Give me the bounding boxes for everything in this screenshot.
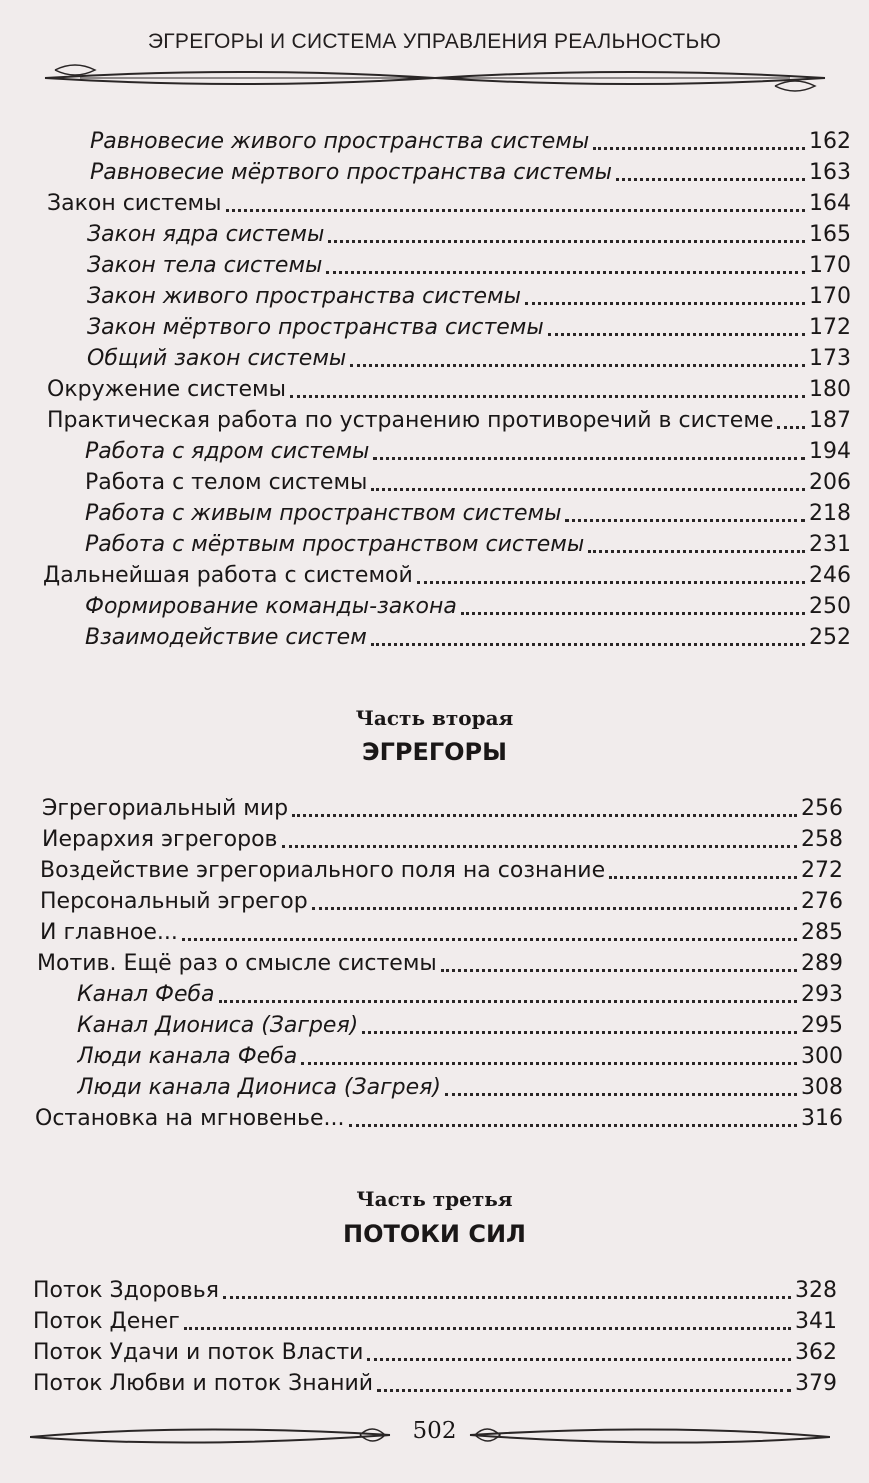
toc-entry-title: Практическая работа по устранению противоречий в системе [47,408,774,433]
toc-entry [90,159,851,187]
toc-entry [40,857,843,885]
toc-entry-title: Остановка на мгновенье... [35,1106,345,1131]
toc-entry-title: Поток Любви и поток Знаний [33,1371,374,1396]
toc-entry-title: Воздействие эгрегориального поля на сознание [40,858,606,883]
toc-entry-page: 328 [795,1278,837,1303]
toc-entry [85,624,851,652]
toc-entry-page: 231 [809,532,851,557]
toc-entry-title: Равновесие мёртвого пространства системы [90,160,613,185]
dot-leader [525,298,805,305]
dot-leader [226,205,805,212]
toc-entry-title: Общий закон системы [87,346,347,371]
toc-entry [47,407,851,435]
toc-entry [85,500,851,528]
toc-entry-page: 206 [809,470,851,495]
toc-entry-page: 316 [801,1106,843,1131]
toc-entry-page: 308 [801,1075,843,1100]
header-ornament [40,58,830,98]
toc-entry [77,1074,843,1102]
dot-leader [417,577,805,584]
toc-entry-page: 256 [801,796,843,821]
dot-leader [182,934,797,941]
dot-leader [373,453,805,460]
dot-leader [371,484,805,491]
dot-leader [223,1292,791,1299]
toc-entry-page: 165 [809,222,851,247]
toc-entry-page: 250 [809,594,851,619]
dot-leader [349,1120,797,1127]
toc-entry [47,190,851,218]
part-three-label: Часть третья [356,1187,513,1211]
toc-entry [87,345,851,373]
toc-entry [42,795,843,823]
toc-entry [77,1043,843,1071]
toc-entry [40,919,843,947]
dot-leader [312,903,797,910]
toc-entry-title: Мотив. Ещё раз о смысле системы [37,951,437,976]
toc-entry-title: Равновесие живого пространства системы [90,129,590,154]
toc-entry-page: 300 [801,1044,843,1069]
toc-entry-page: 341 [795,1309,837,1334]
toc-entry [87,221,851,249]
dot-leader [282,841,798,848]
toc-entry-title: Формирование команды-закона [85,594,457,619]
toc-entry-page: 162 [809,129,851,154]
toc-entry-title: Персональный эгрегор [40,889,308,914]
toc-entry-page: 173 [809,346,851,371]
toc-entry [85,593,851,621]
toc-entry-title: Работа с телом системы [85,470,368,495]
toc-entry-title: Работа с мёртвым пространством системы [85,532,585,557]
dot-leader [548,329,805,336]
dot-leader [367,1354,791,1361]
toc-entry-title: Канал Диониса (Загрея) [77,1013,359,1038]
toc-entry-page: 170 [809,284,851,309]
dot-leader [377,1385,791,1392]
toc-entry [33,1370,837,1398]
toc-entry-title: Закон живого пространства системы [87,284,521,309]
running-title: ЭГРЕГОРЫ И СИСТЕМА УПРАВЛЕНИЯ РЕАЛЬНОСТЬЮ [147,30,722,53]
toc-entry-page: 293 [801,982,843,1007]
toc-entry [47,376,851,404]
dot-leader [371,639,805,646]
dot-leader [461,608,805,615]
toc-entry-page: 187 [809,408,851,433]
dot-leader [441,965,797,972]
dot-leader [301,1058,797,1065]
toc-entry-page: 164 [809,191,851,216]
toc-entry [33,1277,837,1305]
toc-entry-title: Эгрегориальный мир [42,796,289,821]
toc-entry-page: 246 [809,563,851,588]
toc-entry [42,826,843,854]
page-number: 502 [412,1418,457,1444]
toc-entry [85,438,851,466]
part-two-title: ЭГРЕГОРЫ [361,738,508,766]
dot-leader [328,236,805,243]
toc-entry-title: Работа с ядром системы [85,439,370,464]
toc-entry-title: Поток Денег [33,1309,180,1334]
toc-entry-page: 289 [801,951,843,976]
dot-leader [777,422,805,429]
dot-leader [184,1323,791,1330]
toc-entry-title: Закон тела системы [87,253,323,278]
dot-leader [219,996,797,1003]
toc-entry [85,469,851,497]
dot-leader [609,872,797,879]
toc-entry-title: Окружение системы [47,377,286,402]
toc-entry-page: 172 [809,315,851,340]
toc-entry [87,252,851,280]
toc-entry-title: Закон ядра системы [87,222,325,247]
toc-entry [40,888,843,916]
toc-entry-title: И главное... [40,920,178,945]
toc-entry-title: Дальнейшая работа с системой [43,563,413,588]
toc-entry-title: Взаимодействие систем [85,625,367,650]
toc-entry-title: Работа с живым пространством системы [85,501,562,526]
toc-entry-page: 276 [801,889,843,914]
toc-entry-page: 258 [801,827,843,852]
dot-leader [593,143,805,150]
toc-entry-page: 252 [809,625,851,650]
toc-entry-page: 295 [801,1013,843,1038]
toc-entry-title: Закон системы [47,191,222,216]
toc-entry-page: 362 [795,1340,837,1365]
toc-entry-page: 163 [809,160,851,185]
dot-leader [565,515,805,522]
toc-entry [87,314,851,342]
dot-leader [292,810,797,817]
toc-entry [35,1105,843,1133]
toc-entry [33,1339,837,1367]
part-two-label: Часть вторая [355,706,514,730]
toc-entry [33,1308,837,1336]
toc-entry-title: Поток Удачи и поток Власти [33,1340,364,1365]
toc-entry-page: 285 [801,920,843,945]
toc-entry-title: Иерархия эгрегоров [42,827,278,852]
dot-leader [445,1089,797,1096]
toc-entry-page: 379 [795,1371,837,1396]
dot-leader [362,1027,797,1034]
dot-leader [588,546,805,553]
toc-entry-title: Канал Феба [77,982,215,1007]
toc-entry [43,562,851,590]
toc-entry-page: 180 [809,377,851,402]
dot-leader [290,391,805,398]
toc-entry [77,1012,843,1040]
toc-entry-title: Закон мёртвого пространства системы [87,315,544,340]
dot-leader [326,267,805,274]
toc-entry-title: Поток Здоровья [33,1278,219,1303]
dot-leader [350,360,805,367]
toc-entry [87,283,851,311]
toc-entry [90,128,851,156]
toc-entry-title: Люди канала Феба [77,1044,298,1069]
toc-entry-page: 272 [801,858,843,883]
dot-leader [616,174,805,181]
part-three-title: ПОТОКИ СИЛ [343,1220,526,1248]
toc-entry-page: 170 [809,253,851,278]
toc-entry [77,981,843,1009]
toc-entry-page: 218 [809,501,851,526]
toc-entry [85,531,851,559]
toc-entry [37,950,843,978]
toc-entry-title: Люди канала Диониса (Загрея) [77,1075,441,1100]
toc-entry-page: 194 [809,439,851,464]
